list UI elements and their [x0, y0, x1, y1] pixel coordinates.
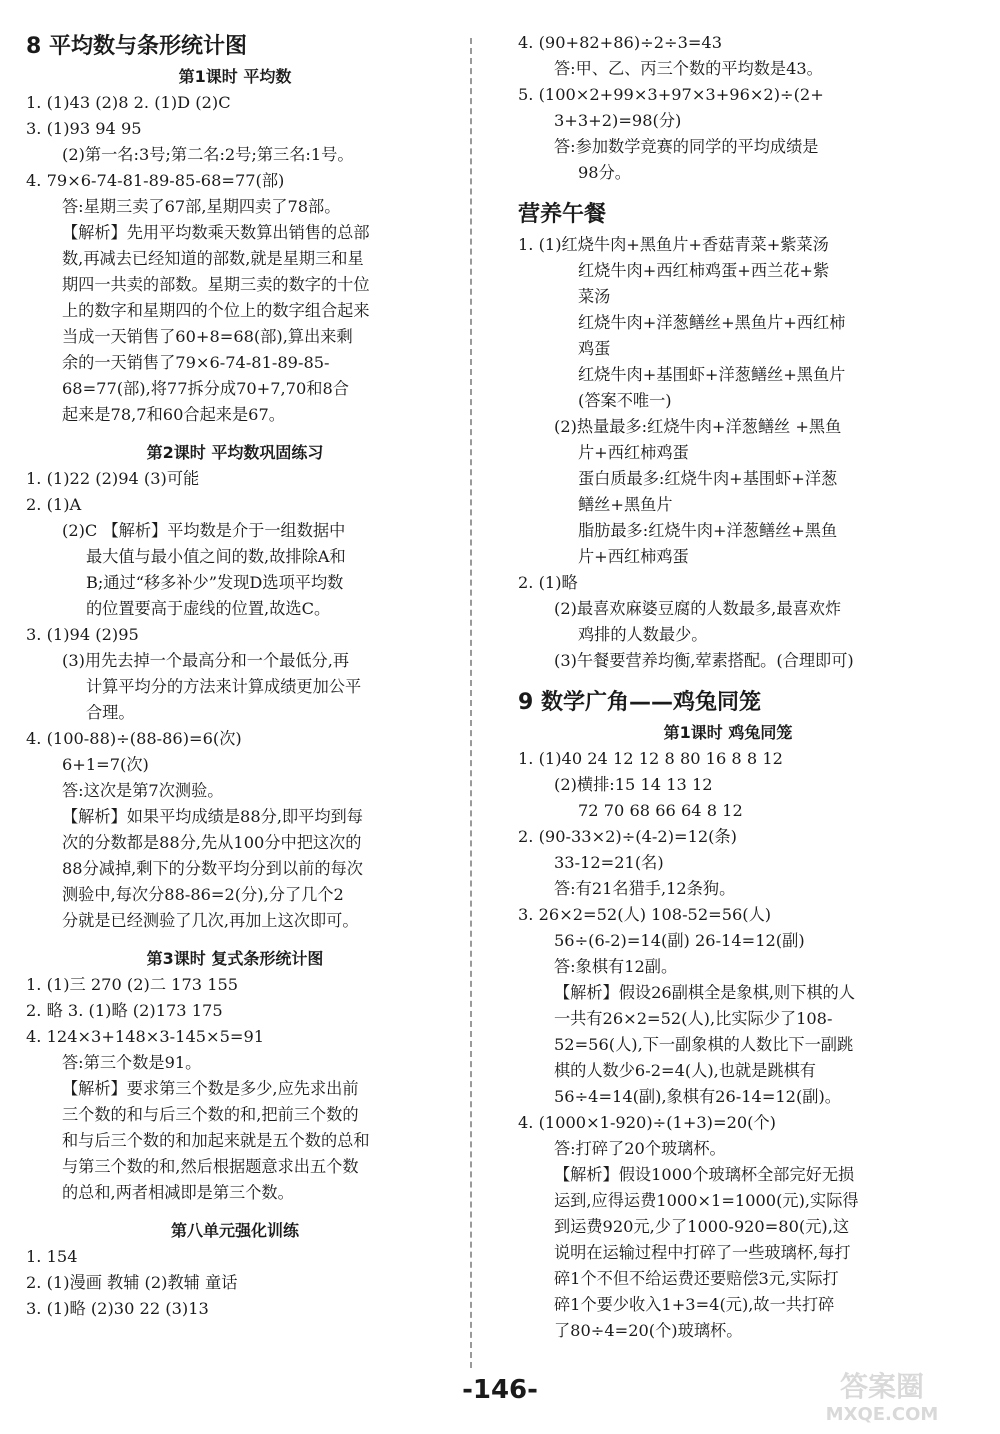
answer-line: 2. (1)A [26, 495, 82, 514]
answer-line: 3. (1)94 (2)95 [26, 625, 139, 644]
answer-line: 3. 26×2=52(人) 108-52=56(人) [518, 905, 772, 924]
column-divider [470, 38, 472, 1368]
answer-line: 88分减掉,剩下的分数平均分到以前的每次 [62, 859, 363, 878]
answer-line: 的总和,两者相减即是第三个数。 [62, 1183, 294, 1202]
section-title: 8 平均数与条形统计图 [26, 34, 247, 59]
answer-line: 3. (1)93 94 95 [26, 119, 142, 138]
answer-line: 答:象棋有12副。 [554, 957, 678, 976]
answer-line: 1. (1)43 (2)8 2. (1)D (2)C [26, 93, 231, 112]
answer-line: 【解析】先用平均数乘天数算出销售的总部 [62, 223, 370, 242]
answer-line: 上的数字和星期四的个位上的数字组合起来 [62, 301, 370, 320]
answer-line: 菜汤 [578, 287, 611, 306]
answer-line: 68=77(部),将77拆分成70+7,70和8合 [62, 379, 349, 398]
answer-line: (2)最喜欢麻婆豆腐的人数最多,最喜欢炸 [554, 599, 842, 618]
answer-line: 1. (1)40 24 12 12 8 80 16 8 8 12 [518, 749, 783, 768]
spacer [518, 186, 938, 198]
answer-line: 3+3+2)=98(分) [554, 111, 682, 130]
answer-line: 和与后三个数的和加起来就是五个数的总和 [62, 1131, 370, 1150]
answer-line: 余的一天销售了79×6-74-81-89-85- [62, 353, 330, 372]
answer-line: 3. (1)略 (2)30 22 (3)13 [26, 1299, 209, 1318]
answer-line: 98分。 [578, 163, 631, 182]
answer-line: 脂肪最多:红烧牛肉+洋葱鳝丝+黑鱼 [578, 521, 838, 540]
answer-line: 33-12=21(名) [554, 853, 664, 872]
answer-line: 起来是78,7和60合起来是67。 [62, 405, 285, 424]
answer-line: (2)热量最多:红烧牛肉+洋葱鳝丝 +黑鱼 [554, 417, 842, 436]
answer-line: 碎1个要少收入1+3=4(元),故一共打碎 [554, 1295, 835, 1314]
watermark-text-en: MXQE.COM [825, 1404, 939, 1425]
answer-line: 4. (100-88)÷(88-86)=6(次) [26, 729, 242, 748]
answer-line: 的位置要高于虚线的位置,故选C。 [86, 599, 331, 618]
lesson-title: 第1课时 鸡兔同笼 [663, 723, 793, 742]
answer-line: 2. 略 3. (1)略 (2)173 175 [26, 1001, 223, 1020]
answer-line: 蛋白质最多:红烧牛肉+基围虾+洋葱 [578, 469, 838, 488]
answer-line: 72 70 68 66 64 8 12 [578, 801, 743, 820]
answer-line: 片+西红柿鸡蛋 [578, 443, 689, 462]
answer-line: 4. 79×6-74-81-89-85-68=77(部) [26, 171, 285, 190]
answer-line: 合理。 [86, 703, 135, 722]
page-number: -146- [462, 1375, 538, 1405]
answer-line: 红烧牛肉+洋葱鳝丝+黑鱼片+西红柿 [578, 313, 846, 332]
answer-line: 56÷(6-2)=14(副) 26-14=12(副) [554, 931, 805, 950]
answer-line: 红烧牛肉+西红柿鸡蛋+西兰花+紫 [578, 261, 830, 280]
answer-line: 期四一共卖的部数。星期三卖的数字的十位 [62, 275, 370, 294]
left-column [26, 30, 444, 1322]
answer-line: 1. (1)22 (2)94 (3)可能 [26, 469, 200, 488]
answer-line: 2. (1)略 [518, 573, 578, 592]
answer-line: 一共有26×2=52(人),比实际少了108- [554, 1009, 833, 1028]
answer-line: 计算平均分的方法来计算成绩更加公平 [86, 677, 362, 696]
answer-line: 答:打碎了20个玻璃杯。 [554, 1139, 726, 1158]
spacer [518, 674, 938, 686]
answer-line: 分就是已经测验了几次,再加上这次即可。 [62, 911, 359, 930]
answer-line: 1. (1)红烧牛肉+黑鱼片+香菇青菜+紫菜汤 [518, 235, 829, 254]
answer-line: 到运费920元,少了1000-920=80(元),这 [554, 1217, 850, 1236]
answer-line: 4. 124×3+148×3-145×5=91 [26, 1027, 265, 1046]
spacer [26, 428, 444, 440]
answer-line: 答:第三个数是91。 [62, 1053, 202, 1072]
answer-line: 答:甲、乙、丙三个数的平均数是43。 [554, 59, 823, 78]
answer-line: 片+西红柿鸡蛋 [578, 547, 689, 566]
right-column [518, 30, 938, 1344]
answer-line: 答:星期三卖了67部,星期四卖了78部。 [62, 197, 341, 216]
answer-line: 当成一天销售了60+8=68(部),算出来剩 [62, 327, 353, 346]
answer-line: 5. (100×2+99×3+97×3+96×2)÷(2+ [518, 85, 824, 104]
answer-line: 1. 154 [26, 1247, 78, 1266]
answer-line: 次的分数都是88分,先从100分中把这次的 [62, 833, 362, 852]
answer-line: 数,再减去已经知道的部数,就是星期三和星 [62, 249, 364, 268]
answer-line: 【解析】假设1000个玻璃杯全部完好无损 [554, 1165, 855, 1184]
answer-line: 答:参加数学竞赛的同学的平均成绩是 [554, 137, 819, 156]
answer-line: (3)午餐要营养均衡,荤素搭配。(合理即可) [554, 651, 854, 670]
answer-line: B;通过“移多补少”发现D选项平均数 [86, 573, 344, 592]
spacer [26, 1206, 444, 1218]
answer-line: 红烧牛肉+基围虾+洋葱鳝丝+黑鱼片 [578, 365, 846, 384]
answer-line: 测验中,每次分88-86=2(分),分了几个2 [62, 885, 344, 904]
answer-line: 最大值与最小值之间的数,故排除A和 [86, 547, 346, 566]
answer-line: (答案不唯一) [578, 391, 672, 410]
section-title: 9 数学广角——鸡兔同笼 [518, 690, 761, 715]
spacer [26, 934, 444, 946]
answer-line: 2. (90-33×2)÷(4-2)=12(条) [518, 827, 737, 846]
answer-line: 说明在运输过程中打碎了一些玻璃杯,每打 [554, 1243, 851, 1262]
answer-line: 与第三个数的和,然后根据题意求出五个数 [62, 1157, 359, 1176]
answer-line: 4. (1000×1-920)÷(1+3)=20(个) [518, 1113, 776, 1132]
answer-line: 鸡排的人数最少。 [578, 625, 708, 644]
answer-line: 1. (1)三 270 (2)二 173 155 [26, 975, 239, 994]
lesson-title: 第八单元强化训练 [170, 1221, 299, 1240]
watermark-logo [782, 1366, 982, 1426]
answer-line: 碎1个不但不给运费还要赔偿3元,实际打 [554, 1269, 839, 1288]
answer-line: 【解析】如果平均成绩是88分,即平均到每 [62, 807, 363, 826]
answer-line: 56÷4=14(副),象棋有26-14=12(副)。 [554, 1087, 841, 1106]
answer-line: 【解析】假设26副棋全是象棋,则下棋的人 [554, 983, 855, 1002]
answer-line: 52=56(人),下一副象棋的人数比下一副跳 [554, 1035, 854, 1054]
answer-line: 棋的人数少6-2=4(人),也就是跳棋有 [554, 1061, 816, 1080]
answer-line: 运到,应得运费1000×1=1000(元),实际得 [554, 1191, 859, 1210]
lesson-title: 第2课时 平均数巩固练习 [146, 443, 324, 462]
answer-line: 答:有21名猎手,12条狗。 [554, 879, 736, 898]
lesson-title: 第3课时 复式条形统计图 [146, 949, 324, 968]
answer-line: 了80÷4=20(个)玻璃杯。 [554, 1321, 743, 1340]
watermark-text-cn: 答案圈 [839, 1370, 925, 1403]
answer-line: 2. (1)漫画 教辅 (2)教辅 童话 [26, 1273, 238, 1292]
answer-line: 三个数的和与后三个数的和,把前三个数的 [62, 1105, 359, 1124]
answer-line: 6+1=7(次) [62, 755, 149, 774]
answer-line: 鳝丝+黑鱼片 [578, 495, 673, 514]
answer-line: (2)第一名:3号;第二名:2号;第三名:1号。 [62, 145, 354, 164]
answer-line: 4. (90+82+86)÷2÷3=43 [518, 33, 723, 52]
answer-line: (2)C 【解析】平均数是介于一组数据中 [62, 521, 346, 540]
lesson-title: 第1课时 平均数 [178, 67, 292, 86]
section-title: 营养午餐 [518, 202, 607, 227]
answer-line: 鸡蛋 [578, 339, 611, 358]
answer-line: 答:这次是第7次测验。 [62, 781, 224, 800]
answer-line: (3)用先去掉一个最高分和一个最低分,再 [62, 651, 350, 670]
answer-line: (2)横排:15 14 13 12 [554, 775, 713, 794]
answer-line: 【解析】要求第三个数是多少,应先求出前 [62, 1079, 359, 1098]
